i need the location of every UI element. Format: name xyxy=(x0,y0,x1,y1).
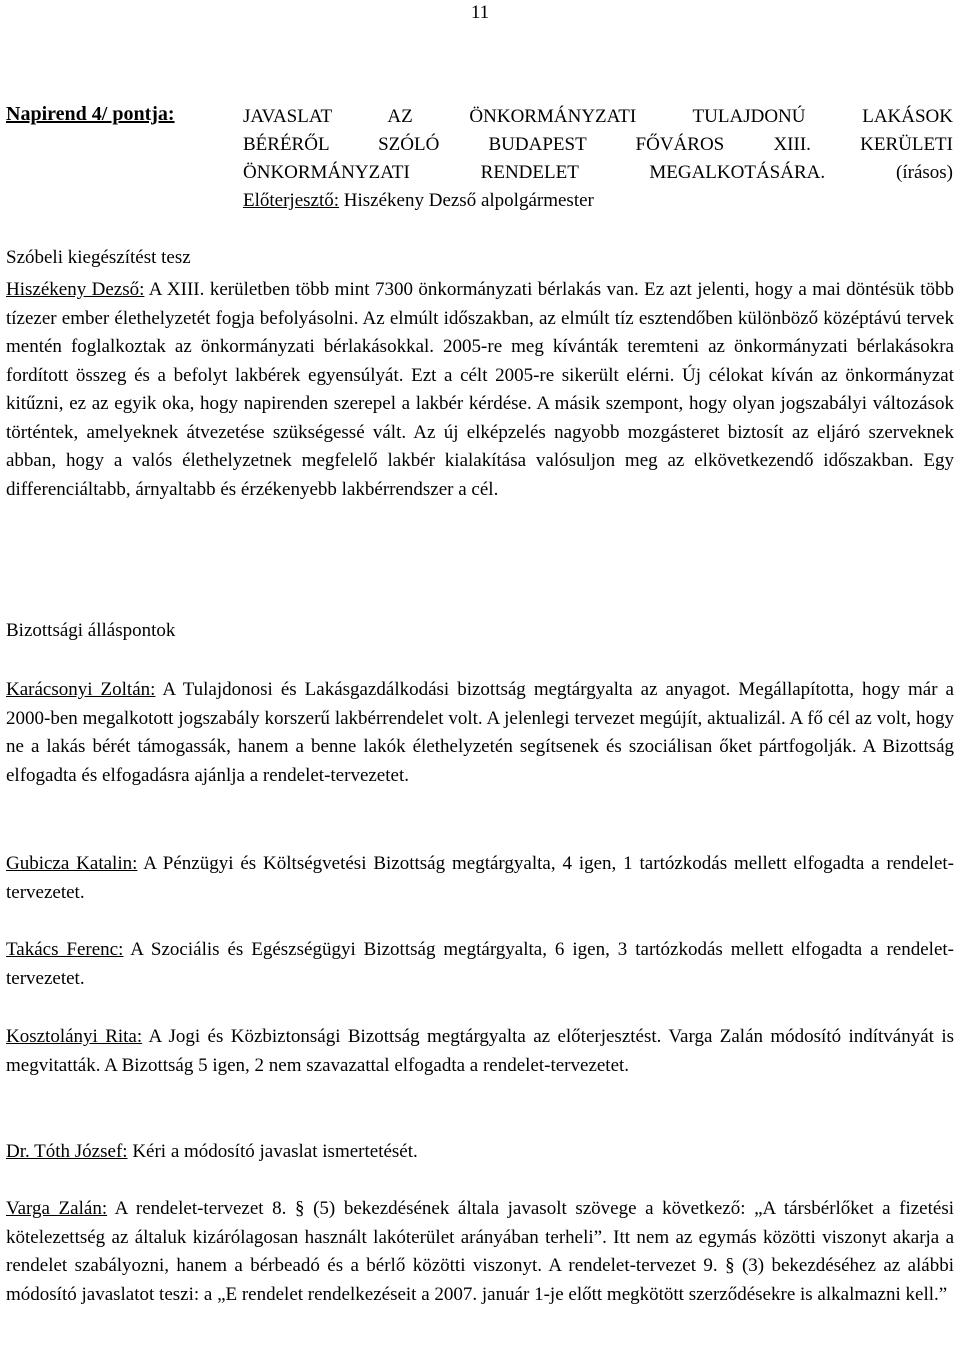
speaker-name: Kosztolányi Rita: xyxy=(6,1026,143,1047)
speaker-name: Takács Ferenc: xyxy=(6,939,124,960)
speaker-name: Dr. Tóth József: xyxy=(6,1141,128,1162)
speech-text: A Szociális és Egészségügyi Bizottság megtárgyalta, 6 igen, 3 tartózkodás mellett elfogadta a rendelet-tervezetet. xyxy=(6,939,954,989)
presenter-label: Előterjesztő: xyxy=(243,190,340,211)
presenter-name: Hiszékeny Dezső alpolgármester xyxy=(339,190,594,211)
agenda-title-line: BÉRÉRŐL SZÓLÓ BUDAPEST FŐVÁROS XIII. KERÜLETI xyxy=(243,134,953,155)
speech-text: A Jogi és Közbiztonsági Bizottság megtárgyalta az előterjesztést. Varga Zalán módosító indítványát is megvitatták. A Bizottság 5 igen, 2 nem szavazattal elfogadta a rendelet-tervezetet. xyxy=(6,1026,954,1076)
speaker-name: Karácsonyi Zoltán: xyxy=(6,679,156,700)
oral-supplement-note: Szóbeli kiegészítést tesz xyxy=(6,247,191,268)
speech-text: Kéri a módosító javaslat ismertetését. xyxy=(127,1141,418,1162)
agenda-title-line: JAVASLAT AZ ÖNKORMÁNYZATI TULAJDONÚ LAKÁSOK xyxy=(243,106,953,127)
page-number: 11 xyxy=(470,2,490,23)
speech-paragraph xyxy=(6,676,954,790)
speech-text: A Pénzügyi és Költségvetési Bizottság megtárgyalta, 4 igen, 1 tartózkodás mellett elfogadta a rendelet-tervezetet. xyxy=(6,853,954,903)
speaker-name: Hiszékeny Dezső: xyxy=(6,279,145,300)
speech-paragraph xyxy=(6,936,954,993)
speech-text: A XIII. kerületben több mint 7300 önkormányzati bérlakás van. Ez azt jelenti, hogy a mai döntésük több tízezer ember élethelyzetét fogja befolyásolni. Az elmúlt időszakban, az elmúlt tíz esztendőben különböző középtávú tervek mentén foglalkoztak az önkormányzati bérlakásokkal. 2005-re meg kívánták teremteni az önkormányzati bérlakásokra fordított összeg és a befolyt lakbérek egyensúlyát. Ezt a célt 2005-re sikerült elérni. Új célokat kíván az önkormányzat kitűzni, ez az egyik oka, hogy napirenden szerepel a lakbér kérdése. A másik szempont, hogy olyan jogszabályi változások történtek, amelyeknek átvezetése szükségessé vált. Az új elképzelés nagyobb mozgásteret biztosít az eljáró szerveknek abban, hogy a valós élethelyzetnek megfelelő lakbér kialakítása valósuljon meg az elkövetkezendő időszakban. Egy differenciáltabb, árnyaltabb és érzékenyebb lakbérrendszer a cél. xyxy=(6,279,954,500)
speech-paragraph xyxy=(6,1138,954,1167)
speech-text: A rendelet-tervezet 8. § (5) bekezdésének általa javasolt szövege a következő: „A társbérlőket a fizetési kötelezettség az általuk kizárólagosan használt lakóterület arányában terheli”. Itt nem az egymás közötti viszonyt akarja a rendelet szabályozni, hanem a bérbeadó és a bérlő közötti viszonyt. A rendelet-tervezet 9. § (3) bekezdéséhez az alábbi módosító javaslatot teszi: a „E rendelet rendelkezéseit a 2007. január 1-je előtt megkötött szerződésekre is alkalmazni kell.” xyxy=(6,1198,954,1305)
speaker-name: Gubicza Katalin: xyxy=(6,853,138,874)
agenda-title-block xyxy=(243,103,953,215)
speech-paragraph xyxy=(6,1023,954,1080)
agenda-presenter-line xyxy=(243,187,953,215)
agenda-title-line: ÖNKORMÁNYZATI RENDELET MEGALKOTÁSÁRA. (írásos) xyxy=(243,162,953,183)
speech-paragraph xyxy=(6,850,954,907)
speech-paragraph xyxy=(6,276,954,504)
speech-text: A Tulajdonosi és Lakásgazdálkodási bizottság megtárgyalta az anyagot. Megállapította, hogy már a 2000-ben megalkotott jogszabály korszerű lakbérrendelet volt. A jelenlegi tervezet megújít, aktualizál. A fő cél az volt, hogy ne a lakás bérét támogassák, hanem a benne lakók élethelyzetén segítsenek és szociálisan őket pártfogolják. A Bizottság elfogadta és elfogadásra ajánlja a rendelet-tervezetet. xyxy=(6,679,954,786)
speech-paragraph xyxy=(6,1195,954,1309)
speaker-name: Varga Zalán: xyxy=(6,1198,108,1219)
committee-positions-heading: Bizottsági álláspontok xyxy=(6,620,176,641)
agenda-item-label: Napirend 4/ pontja: xyxy=(6,103,175,125)
